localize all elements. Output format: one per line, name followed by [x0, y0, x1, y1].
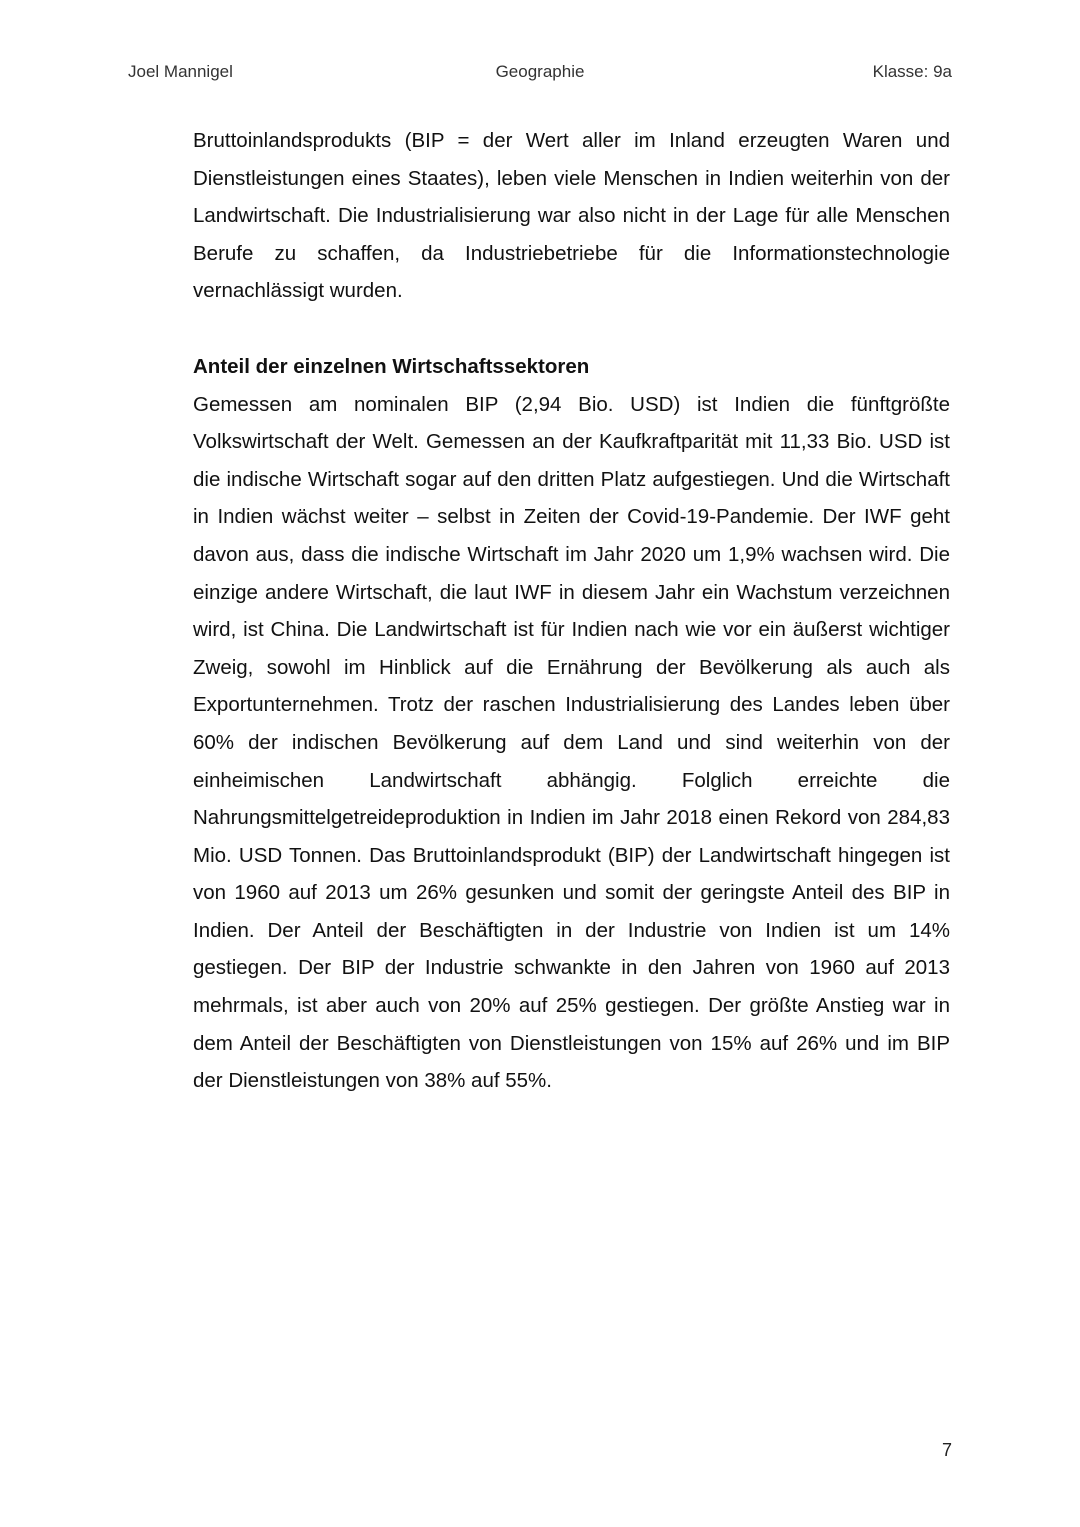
body-paragraph-1: Bruttoinlandsprodukts (BIP = der Wert aller im Inland erzeugten Waren und Dienstleistungen eines Staates), leben viele Menschen in Indien weiterhin von der Landwirtschaft. Die Industrialisierung war also nicht in der Lage für alle Menschen Berufe zu schaffen, da Industriebetriebe für die Informationstechnologie vernachlässigt wurden. — [193, 129, 950, 303]
document-body — [193, 122, 950, 1100]
body-paragraph-2: Gemessen am nominalen BIP (2,94 Bio. USD) ist Indien die fünftgrößte Volkswirtschaft der Welt. Gemessen an der Kaufkraftparität mit 11,33 Bio. USD ist die indische Wirtschaft sogar auf den dritten Platz aufgestiegen. Und die Wirtschaft in Indien wächst weiter – selbst in Zeiten der Covid-19-Pandemie. Der IWF geht davon aus, dass die indische Wirtschaft im Jahr 2020 um 1,9% wachsen wird. Die einzige andere Wirtschaft, die laut IWF in diesem Jahr ein Wachstum verzeichnen wird, ist China. Die Landwirtschaft ist für Indien nach wie vor ein äußerst wichtiger Zweig, sowohl im Hinblick auf die Ernährung der Bevölkerung als auch als Exportunternehmen. Trotz der raschen Industrialisierung des Landes leben über 60% der indischen Bevölkerung auf dem Land und sind weiterhin von der einheimischen Landwirtschaft abhängig. Folglich erreichte die Nahrungsmittelgetreideproduktion in Indien im Jahr 2018 einen Rekord von 284,83 Mio. USD Tonnen. Das Bruttoinlandsprodukt (BIP) der Landwirtschaft hingegen ist von 1960 auf 2013 um 26% gesunken und somit der geringste Anteil des BIP in Indien. Der Anteil der Beschäftigten in der Industrie von Indien ist um 14% gestiegen. Der BIP der Industrie schwankte in den Jahren von 1960 auf 2013 mehrmals, ist aber auch von 20% auf 25% gestiegen. Der größte Anstieg war in dem Anteil der Beschäftigten von Dienstleistungen von 15% auf 26% und im BIP der Dienstleistungen von 38% auf 55%. — [193, 392, 950, 1093]
section-heading: Anteil der einzelnen Wirtschaftssektoren — [193, 354, 590, 378]
page-number: 7 — [941, 1440, 952, 1460]
page-header — [128, 62, 952, 88]
header-class: Klasse: 9a — [872, 62, 952, 81]
header-subject: Geographie — [495, 62, 585, 81]
header-author: Joel Mannigel — [128, 62, 233, 81]
